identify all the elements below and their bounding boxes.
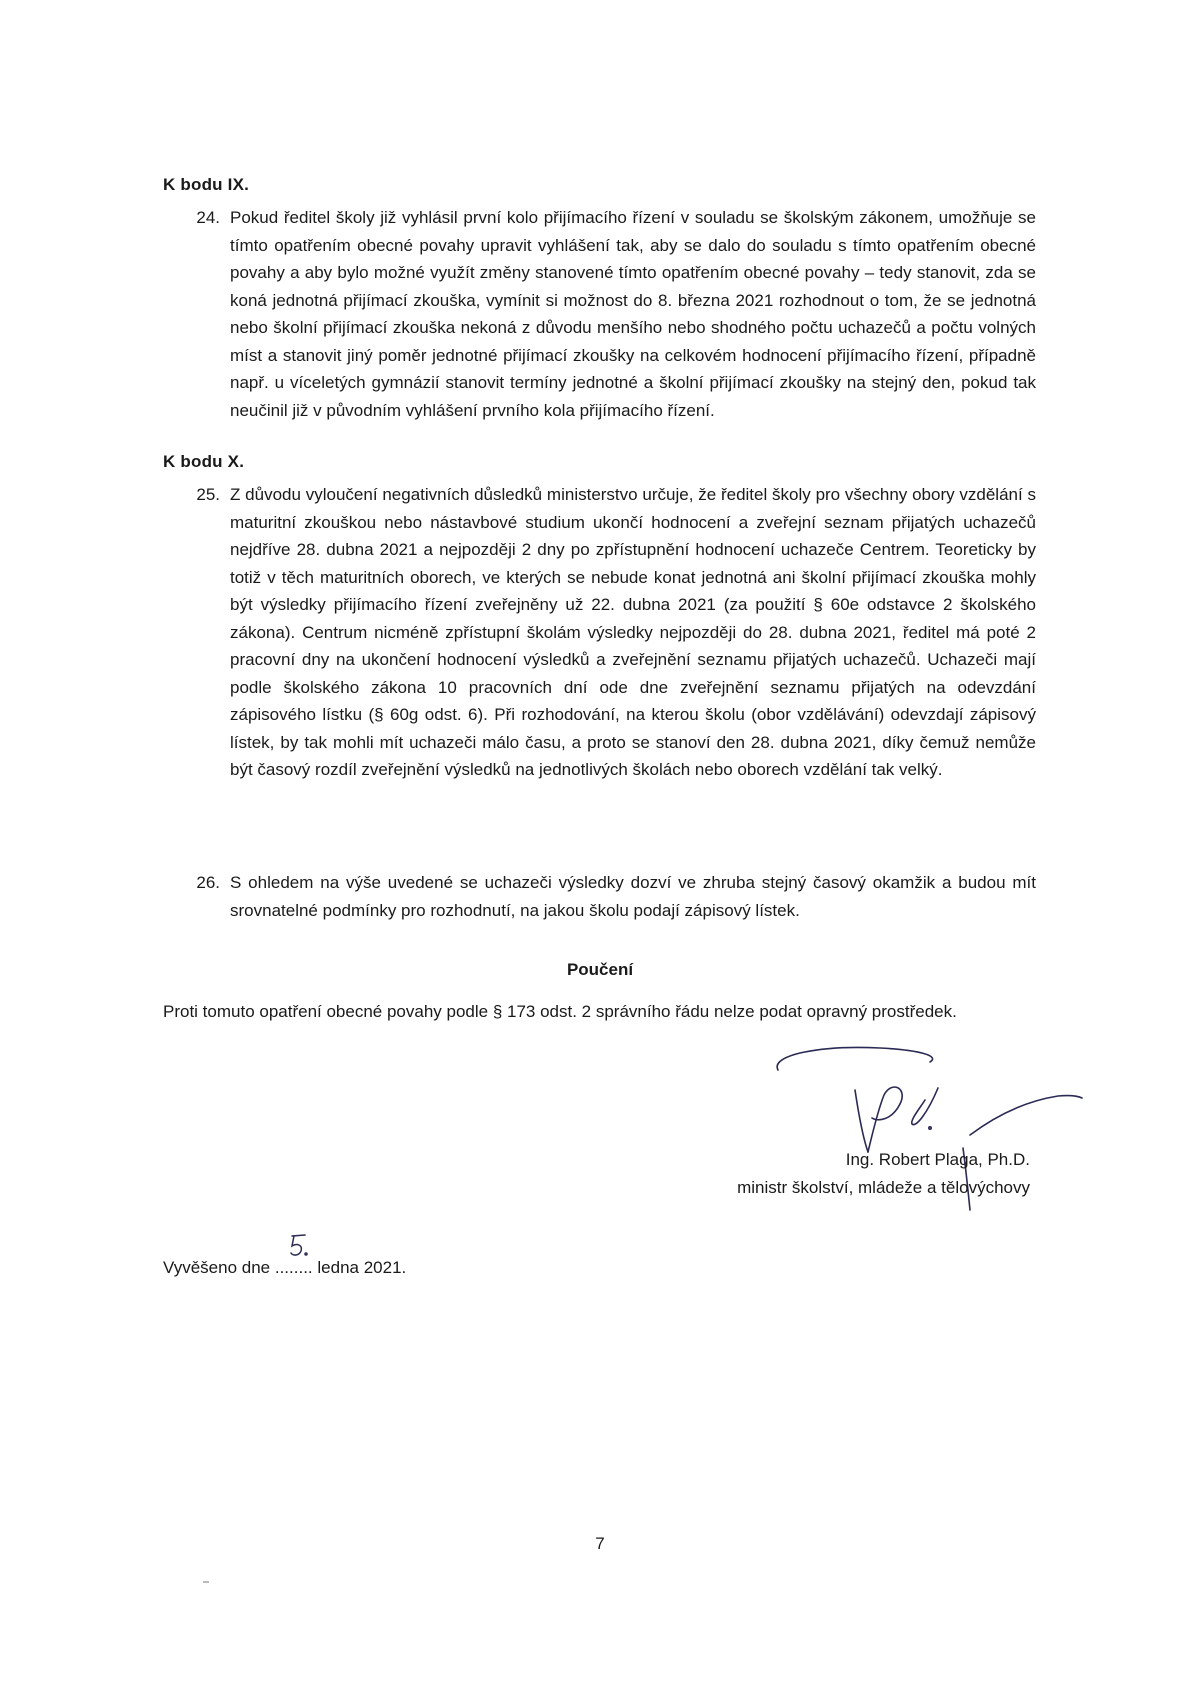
posted-dots: ........ (274, 1258, 313, 1277)
list-item-26 (163, 869, 1036, 924)
signatory-name: Ing. Robert Plaga, Ph.D. (845, 1150, 1030, 1169)
instruction-title: Poučení (566, 960, 634, 979)
section-heading-x: K bodu X. (163, 452, 245, 471)
instruction-text: Proti tomuto opatření obecné povahy podle § 173 odst. 2 správního řádu nelze podat opravný prostředek. (163, 1002, 957, 1021)
posted-prefix: Vyvěšeno dne (163, 1258, 271, 1277)
scan-speck (203, 1581, 209, 1583)
item-number: 25. (196, 485, 220, 504)
item-number: 24. (196, 208, 220, 227)
handwritten-signature (760, 1040, 1100, 1240)
item-number: 26. (196, 873, 220, 892)
page-number: 7 (595, 1534, 605, 1553)
posted-date-line (163, 1258, 406, 1278)
handwritten-day (283, 1232, 313, 1262)
signatory-block (737, 1146, 1030, 1202)
item-text: S ohledem na výše uvedené se uchazeči výsledky dozví ve zhruba stejný časový okamžik a budou mít srovnatelné podmínky pro rozhodnutí, na jakou školu podají zápisový lístek. (230, 873, 1036, 920)
item-text: Pokud ředitel školy již vyhlásil první kolo přijímacího řízení v souladu se školským zákonem, umožňuje se tímto opatřením obecné povahy upravit vyhlášení tak, aby se dalo do souladu s tímto opatřením obecné povahy a aby bylo možné využít změny stanovené tímto opatřením obecné povahy – tedy stanovit, zda se koná jednotná přijímací zkouška, vymínit si možnost do 8. března 2021 rozhodnout o tom, že se jednotná nebo školní přijímací zkouška nekoná z důvodu menšího nebo shodného počtu uchazečů a počtu volných míst a stanovit jiný poměr jednotné přijímací zkoušky na celkovém hodnocení přijímacího řízení, případně např. u víceletých gymnázií stanovit termíny jednotné a školní přijímací zkoušky na stejný den, pokud tak neučinil již v původním vyhlášení prvního kola přijímacího řízení. (230, 208, 1036, 420)
posted-day-field (275, 1258, 313, 1278)
section-heading-ix: K bodu IX. (163, 175, 250, 194)
item-text: Z důvodu vyloučení negativních důsledků ministerstvo určuje, že ředitel školy pro všechny obory vzdělání s maturitní zkouškou nebo nástavbové studium ukončí hodnocení a zveřejní seznam přijatých uchazečů nejdříve 28. dubna 2021 a nejpozději 2 dny po zpřístupnění hodnocení uchazeče Centrem. Teoreticky by totiž v těch maturitních oborech, ve kterých se nebude konat jednotná ani školní přijímací zkouška mohly být výsledky přijímacího řízení zveřejněny už 22. dubna 2021 (za použití § 60e odstavce 2 školského zákona). Centrum nicméně zpřístupní školám výsledky nejpozději do 28. dubna 2021, ředitel má poté 2 pracovní dny na ukončení hodnocení výsledků a zveřejnění seznamu přijatých uchazečů. Uchazeči mají podle školského zákona 10 pracovních dní ode dne zveřejnění seznamu přijatých na odevzdání zápisového lístku (§ 60g odst. 6). Při rozhodování, na kterou školu (obor vzdělávání) odevzdají zápisový lístek, by tak mohli mít uchazeči málo času, a proto se stanoví den 28. dubna 2021, díky čemuž nemůže být časový rozdíl zveřejnění výsledků na jednotlivých školách nebo oborech vzdělání tak velký. (230, 485, 1036, 779)
posted-suffix: ledna 2021. (317, 1258, 407, 1277)
signatory-title: ministr školství, mládeže a tělovýchovy (737, 1178, 1030, 1197)
list-item-25 (163, 481, 1036, 784)
list-item-24 (163, 204, 1036, 424)
